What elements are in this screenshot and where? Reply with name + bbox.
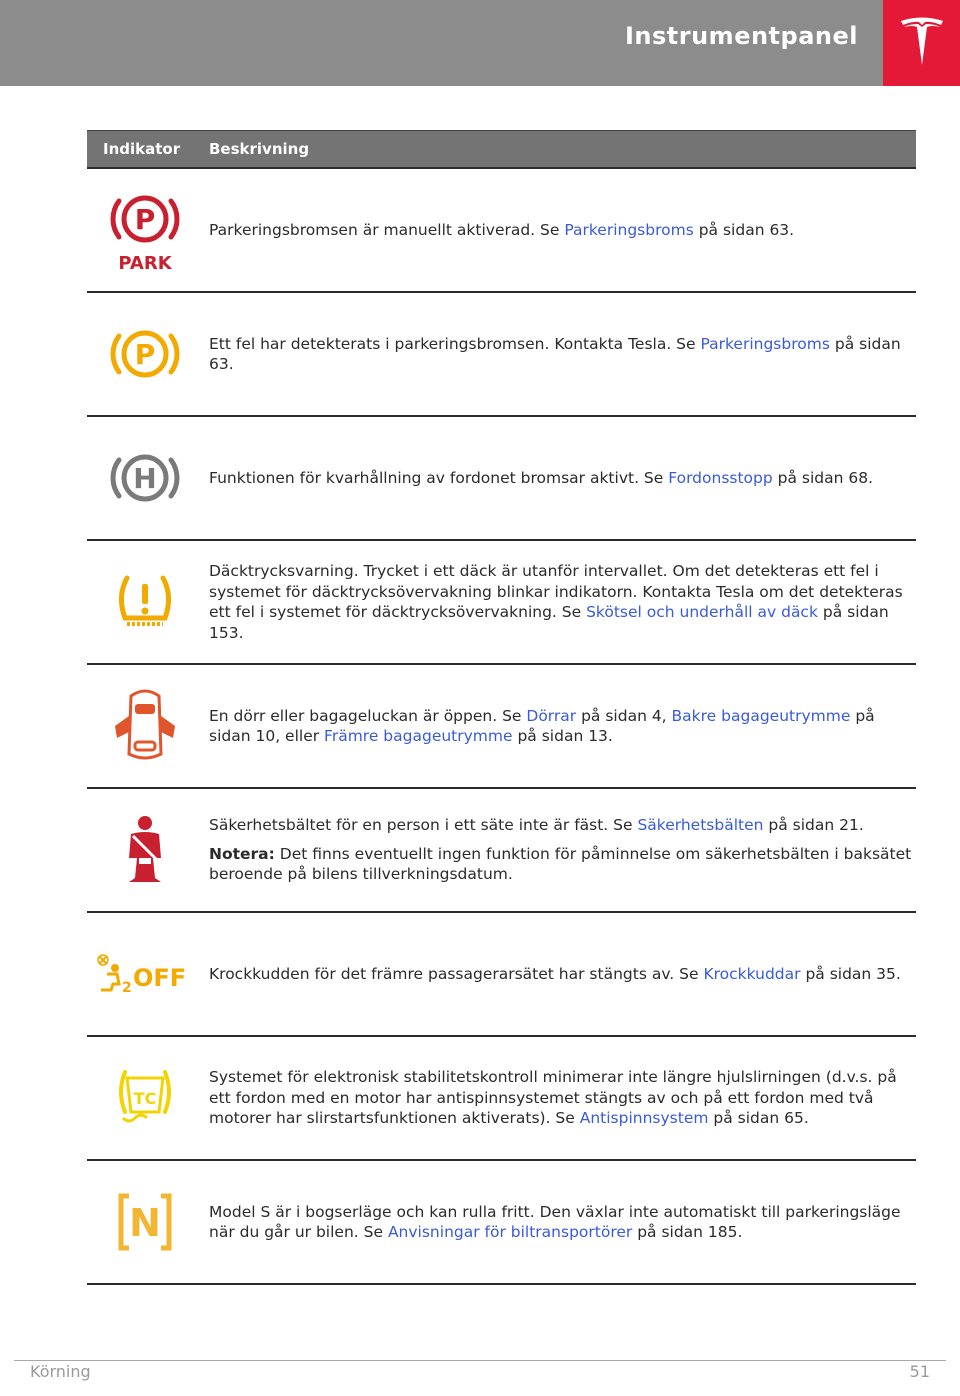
table-row xyxy=(87,541,916,665)
off-label: OFF xyxy=(133,964,187,992)
indicator-table xyxy=(87,130,916,1285)
footer-divider xyxy=(14,1360,946,1361)
table-row xyxy=(87,1161,916,1285)
parking-brake-red-icon xyxy=(109,185,181,275)
link-antispinnsystem[interactable]: Antispinnsystem xyxy=(579,1109,709,1128)
column-header-description: Beskrivning xyxy=(209,140,310,158)
svg-text:H: H xyxy=(133,462,157,495)
row-description: Parkeringsbromsen är manuellt aktiverad. Se Parkeringsbroms på sidan 63. xyxy=(209,220,795,239)
parking-brake-fault-icon xyxy=(109,322,181,386)
row-description: Däcktrycksvarning. Trycket i ett däck är utanför intervallet. Om det detekteras ett fel i systemet för däcktrycksövervakning blinkar indikatorn. Kontakta Tesla om det detekteras ett fel i systemet för däcktrycksövervakning. Se Skötsel och underhåll av däck på sidan 153. xyxy=(209,562,903,642)
table-row xyxy=(87,293,916,417)
table-header xyxy=(87,130,916,169)
link-fordonsstopp[interactable]: Fordonsstopp xyxy=(668,468,773,487)
link-bakre-bagageutrymme[interactable]: Bakre bagageutrymme xyxy=(671,706,851,725)
seatbelt-warning-icon xyxy=(115,814,175,886)
link-dorrar[interactable]: Dörrar xyxy=(526,706,577,725)
tesla-logo-icon xyxy=(897,15,947,71)
vehicle-hold-icon xyxy=(109,446,181,510)
link-parkeringsbroms[interactable]: Parkeringsbroms xyxy=(700,334,830,353)
table-row xyxy=(87,417,916,541)
tc-label: TC xyxy=(133,1089,157,1108)
link-krockkuddar[interactable]: Krockkuddar xyxy=(703,964,801,983)
page-title: Instrumentpanel xyxy=(624,22,858,50)
svg-text:P: P xyxy=(134,203,156,236)
footer-section: Körning xyxy=(30,1362,91,1381)
tire-pressure-warning-icon xyxy=(113,572,177,632)
door-open-icon xyxy=(113,686,177,766)
n-label: N xyxy=(129,1201,161,1245)
row-description: En dörr eller bagageluckan är öppen. Se Dörrar på sidan 4, Bakre bagageutrymme på sidan 10, eller Främre bagageutrymme på sidan 13. xyxy=(209,706,875,745)
link-anvisningar-biltransportorer[interactable]: Anvisningar för biltransportörer xyxy=(387,1223,633,1241)
table-row xyxy=(87,169,916,293)
link-skotsel-dack[interactable]: Skötsel och underhåll av däck xyxy=(586,603,818,621)
page-header xyxy=(0,0,960,86)
table-row xyxy=(87,1037,916,1161)
tow-mode-icon xyxy=(115,1190,175,1254)
row-description: Ett fel har detekterats i parkeringsbromsen. Kontakta Tesla. Se Parkeringsbroms på sidan 63. xyxy=(209,334,901,373)
row-description: Säkerhetsbältet för en person i ett säte inte är fäst. Se Säkerhetsbälten på sidan 21. Notera: Det finns eventuellt ingen funktion för påminnelse om säkerhetsbälten i baksätet beroende på bilens tillverkningsdatum. xyxy=(209,816,912,884)
table-row xyxy=(87,665,916,789)
note-label: Notera: xyxy=(209,844,275,863)
table-row xyxy=(87,789,916,913)
seat-number: 2 xyxy=(122,980,132,996)
table-row xyxy=(87,913,916,1037)
link-parkeringsbroms[interactable]: Parkeringsbroms xyxy=(564,220,694,239)
park-label: PARK xyxy=(118,253,172,274)
row-description: Funktionen för kvarhållning av fordonet bromsar aktivt. Se Fordonsstopp på sidan 68. xyxy=(209,468,874,487)
svg-text:P: P xyxy=(134,338,156,371)
link-framre-bagageutrymme[interactable]: Främre bagageutrymme xyxy=(324,727,513,745)
page-number: 51 xyxy=(909,1362,930,1381)
link-sakerhetsbalten[interactable]: Säkerhetsbälten xyxy=(637,816,764,835)
airbag-off-icon xyxy=(93,952,197,996)
brand-logo xyxy=(883,0,960,86)
traction-control-off-icon xyxy=(115,1066,175,1130)
row-description: Model S är i bogserläge och kan rulla fritt. Den växlar inte automatiskt till parkeringsläge när du går ur bilen. Se Anvisningar för biltransportörer på sidan 185. xyxy=(209,1202,901,1241)
column-header-indicator: Indikator xyxy=(103,140,181,158)
row-description: Krockkudden för det främre passagerarsätet har stängts av. Se Krockkuddar på sidan 35. xyxy=(209,964,901,983)
row-description: Systemet för elektronisk stabilitetskontroll minimerar inte längre hjulslirningen (d.v.s. på ett fordon med en motor har antispinnsystemet stängts av och på ett fordon med två motorer har slirstartsfunktionen aktiverats). Se Antispinnsystem på sidan 65. xyxy=(209,1068,897,1128)
